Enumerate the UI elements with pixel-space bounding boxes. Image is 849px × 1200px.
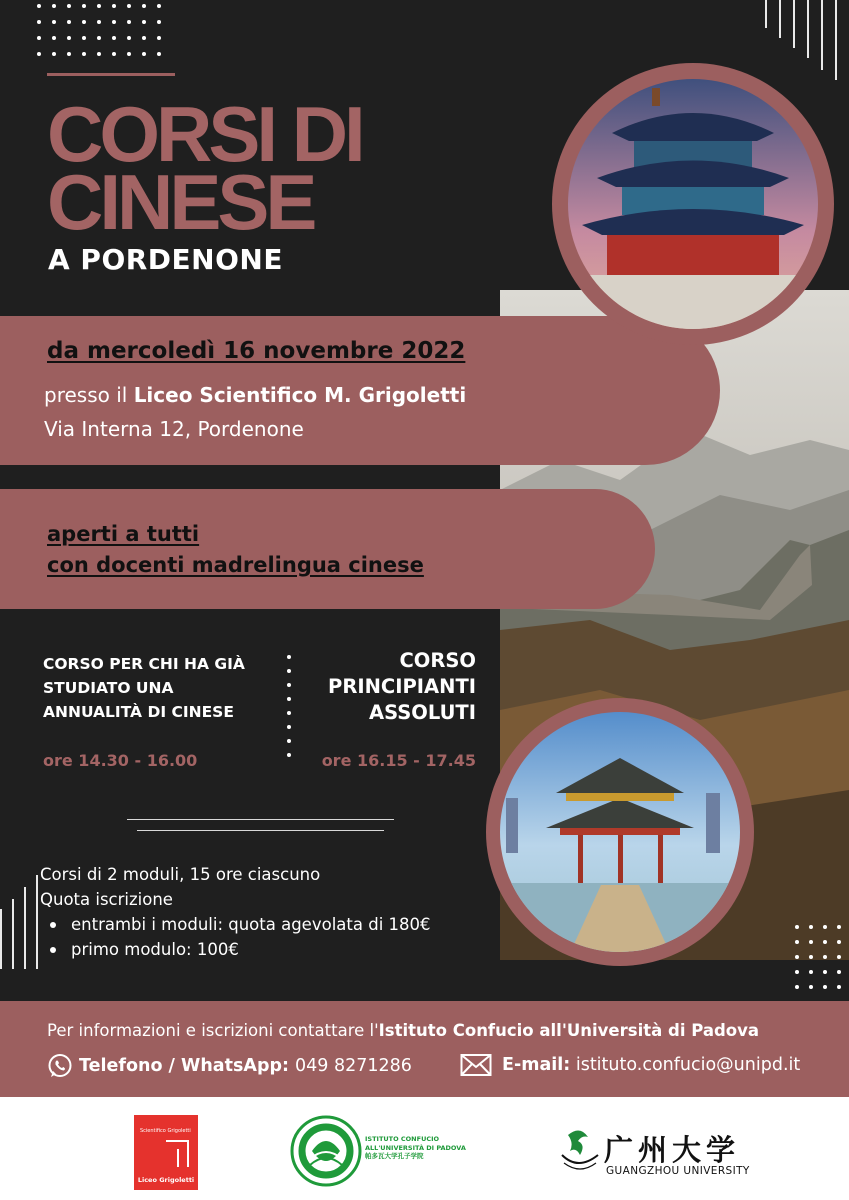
divider-rule-bottom xyxy=(137,830,384,831)
g-mark-icon xyxy=(164,1139,190,1169)
temple-of-heaven-image xyxy=(552,63,834,345)
liceo-logo-small-text: Scientifico Grigoletti xyxy=(140,1128,191,1134)
course-start-date: da mercoledì 16 novembre 2022 xyxy=(47,338,466,364)
email-address[interactable]: istituto.confucio@unipd.it xyxy=(575,1055,801,1075)
divider-rule-top xyxy=(127,819,394,820)
whatsapp-icon xyxy=(47,1053,73,1079)
page-title xyxy=(47,90,447,246)
venue-line xyxy=(44,383,466,407)
venue-address: Via Interna 12, Pordenone xyxy=(44,417,304,441)
audience-band xyxy=(0,489,655,609)
top-accent-rule xyxy=(47,73,175,76)
title-line-2: CINESE xyxy=(47,158,314,246)
page-subtitle: A PORDENONE xyxy=(48,243,283,276)
fee-item-first-module: primo modulo: 100€ xyxy=(50,937,431,962)
decorative-dots-bottom-right xyxy=(795,925,841,989)
venue-prefix: presso il xyxy=(44,383,134,407)
title-line-1: CORSI DI xyxy=(47,90,362,178)
liceo-logo-text: Liceo Grigoletti xyxy=(137,1176,195,1184)
confucius-line-1: ISTITUTO CONFUCIO xyxy=(365,1135,440,1143)
fee-item-both-modules: entrambi i moduli: quota agevolata di 180€ xyxy=(50,912,431,937)
phone-contact[interactable] xyxy=(47,1053,412,1079)
confucius-line-2: ALL'UNIVERSITÀ DI PADOVA xyxy=(365,1143,466,1152)
audience-line-2: con docenti madrelingua cinese xyxy=(47,553,424,577)
guangzhou-university-emblem xyxy=(558,1125,602,1175)
course-continuing-line-2: STUDIATO UNA xyxy=(43,679,174,697)
envelope-icon xyxy=(460,1053,492,1077)
course-continuing-time: ore 14.30 - 16.00 xyxy=(43,751,198,770)
confucius-institute-text xyxy=(365,1135,485,1161)
course-info xyxy=(40,862,431,962)
course-beginners-line-1: CORSO xyxy=(399,649,476,672)
email-contact[interactable] xyxy=(460,1053,800,1077)
course-beginners-line-2: PRINCIPIANTI xyxy=(328,675,476,698)
confucius-institute-logo xyxy=(290,1115,362,1187)
course-continuing-line-3: ANNUALITÀ DI CINESE xyxy=(43,703,234,721)
email-label: E-mail: xyxy=(502,1055,571,1075)
course-divider-dots xyxy=(287,655,291,757)
phone-number[interactable]: 049 8271286 xyxy=(295,1056,412,1076)
course-beginners-line-3: ASSOLUTI xyxy=(368,701,476,724)
course-beginners-time: ore 16.15 - 17.45 xyxy=(321,751,476,770)
institute-name: Istituto Confucio all'Università di Padova xyxy=(378,1021,760,1040)
liceo-grigoletti-logo xyxy=(134,1115,198,1190)
decorative-lines-bottom-left xyxy=(0,875,38,969)
guangzhou-university-chinese-name: 广州大学 xyxy=(604,1133,741,1167)
fee-list xyxy=(40,912,431,962)
phone-label: Telefono / WhatsApp: xyxy=(79,1056,289,1076)
fee-heading: Quota iscrizione xyxy=(40,890,173,909)
modules-info: Corsi di 2 moduli, 15 ore ciascuno xyxy=(40,865,321,884)
contact-band xyxy=(0,1001,849,1097)
course-beginners-title xyxy=(300,648,476,726)
contact-intro-text: Per informazioni e iscrizioni contattare l' xyxy=(47,1021,379,1040)
venue-name: Liceo Scientifico M. Grigoletti xyxy=(133,383,467,407)
guangzhou-university-english-name: GUANGZHOU UNIVERSITY xyxy=(606,1165,750,1177)
pavilion-image xyxy=(486,698,754,966)
contact-intro xyxy=(47,1021,759,1040)
course-continuing-title xyxy=(43,652,283,724)
confucius-line-3: 帕多瓦大学孔子学院 xyxy=(365,1152,424,1160)
audience-line-1: aperti a tutti xyxy=(47,522,200,546)
decorative-dots-top-left xyxy=(37,4,161,56)
course-continuing-line-1: CORSO PER CHI HA GIÀ xyxy=(43,655,245,673)
